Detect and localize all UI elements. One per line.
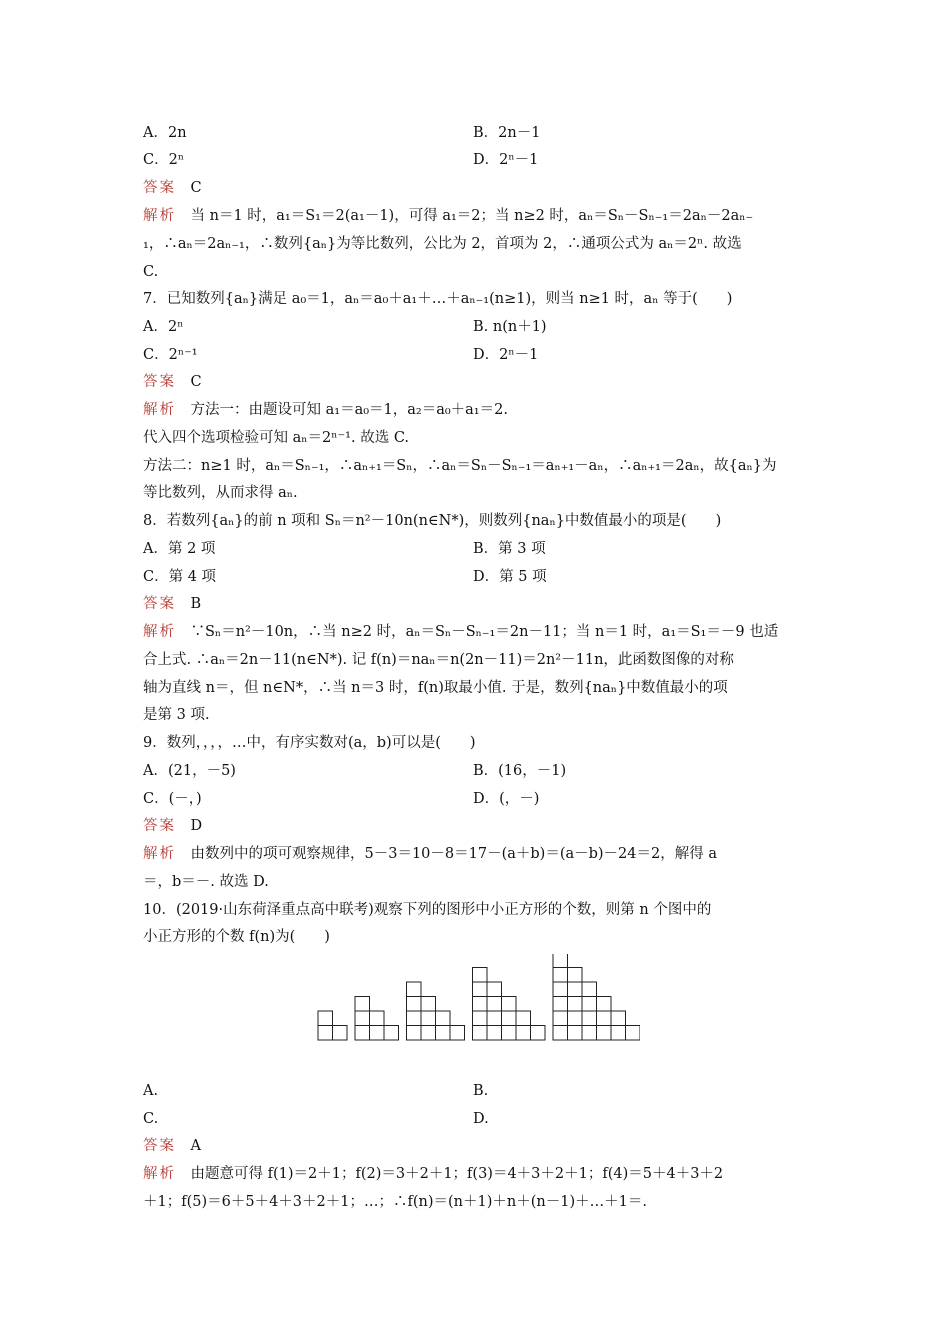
small-square [473,997,488,1012]
q6-analysis-line-3: C. [143,264,159,280]
q7-option-a: A．2ⁿ [143,319,184,335]
small-square [568,997,583,1012]
small-square [473,982,488,997]
q7-analysis-line-3: 方法二：n≥1 时，aₙ＝Sₙ₋₁，∴aₙ₊₁＝Sₙ，∴aₙ＝Sₙ－Sₙ₋₁＝aₙ₊₁－aₙ，∴aₙ₊₁＝2aₙ，故{aₙ}为 [143,458,777,474]
q10-stem-line-1: 10．(2019·山东荷泽重点高中联考)观察下列的图形中小正方形的个数，则第 n 个图中的 [143,902,712,918]
small-square [436,1011,451,1026]
q10-option-c: C. [143,1111,159,1127]
q7-analysis-line-4: 等比数列，从而求得 aₙ. [143,485,298,501]
q9-stem: 9．数列，，，，…中，有序实数对(a，b)可以是( ) [143,735,476,751]
small-square [318,1026,333,1041]
small-square [502,997,517,1012]
staircase-figure-1 [318,1011,347,1040]
q7-answer: 答案 C [143,374,202,390]
small-square [407,1026,422,1041]
q6-analysis-line-2: ₁，∴aₙ＝2aₙ₋₁，∴数列{aₙ}为等比数列，公比为 2，首项为 2，∴通项公式为 aₙ＝2ⁿ. 故选 [143,236,742,252]
q9-option-a: A．(21，－5) [143,763,236,779]
small-square [355,997,370,1012]
q8-analysis-line-4: 是第 3 项. [143,707,210,723]
small-square [611,1026,626,1041]
small-square [582,997,597,1012]
q8-option-a: A．第 2 项 [143,541,216,557]
small-square [568,968,583,983]
small-square [568,1011,583,1026]
q8-analysis-line-3: 轴为直线 n＝，但 n∈N*，∴当 n＝3 时，f(n)取最小值. 于是，数列{naₙ}中数值最小的项 [143,680,728,696]
q10-option-a: A. [143,1083,159,1099]
q6-option-a: A．2n [143,125,187,141]
small-square [553,968,568,983]
small-square [407,997,422,1012]
small-square [553,997,568,1012]
q10-option-d: D. [473,1111,489,1127]
q9-answer: 答案 D [143,818,203,834]
small-square [473,1026,488,1041]
q8-option-c: C．第 4 项 [143,569,217,585]
small-square [611,1011,626,1026]
q8-option-b: B．第 3 项 [473,541,546,557]
q10-answer: 答案 A [143,1138,201,1154]
small-square [333,1026,348,1041]
q7-option-d: D．2ⁿ－1 [473,347,539,363]
staircase-figure-3 [407,982,465,1040]
q6-option-c: C．2ⁿ [143,152,185,168]
q6-analysis-line-1: 解析 当 n＝1 时，a₁＝S₁＝2(a₁－1)，可得 a₁＝2；当 n≥2 时，aₙ＝Sₙ－Sₙ₋₁＝2aₙ－2aₙ₋ [143,208,754,224]
small-square [355,1011,370,1026]
small-square [487,1026,502,1041]
small-square [421,1026,436,1041]
q8-analysis-line-1: 解析 ∵Sₙ＝n²－10n，∴当 n≥2 时，aₙ＝Sₙ－Sₙ₋₁＝2n－11；当 n＝1 时，a₁＝S₁＝－9 也适 [143,624,779,640]
small-square [421,997,436,1012]
small-square [370,1011,385,1026]
small-square [516,1026,531,1041]
small-square [502,1011,517,1026]
q10-analysis-line-1: 解析 由题意可得 f(1)＝2＋1；f(2)＝3＋2＋1；f(3)＝4＋3＋2＋1；f(4)＝5＋4＋3＋2 [143,1166,724,1182]
small-square [553,1011,568,1026]
staircase-figure-4 [473,968,546,1041]
small-square [597,1026,612,1041]
small-square [384,1026,399,1041]
q6-answer: 答案 C [143,180,202,196]
q7-option-c: C．2ⁿ⁻¹ [143,347,198,363]
q8-stem: 8．若数列{aₙ}的前 n 项和 Sₙ＝n²－10n(n∈N*)，则数列{naₙ}中数值最小的项是( ) [143,513,722,529]
small-square [370,1026,385,1041]
q8-option-d: D．第 5 项 [473,569,547,585]
q7-stem: 7．已知数列{aₙ}满足 a₀＝1，aₙ＝a₀＋a₁＋…＋aₙ₋₁(n≥1)，则当 n≥1 时，aₙ 等于( ) [143,291,733,307]
small-square [450,1026,465,1041]
small-square [436,1026,451,1041]
small-square [473,1011,488,1026]
small-square [553,954,568,968]
staircase-figure-5 [553,954,640,1040]
small-square [568,1026,583,1041]
small-square [502,1026,517,1041]
q7-option-b: B. n(n＋1) [473,319,547,335]
small-square [626,1026,641,1041]
q6-option-d: D．2ⁿ－1 [473,152,539,168]
q9-option-d: D．(，－) [473,791,540,807]
q7-analysis-line-2: 代入四个选项检验可知 aₙ＝2ⁿ⁻¹. 故选 C. [143,430,410,446]
q10-stem-line-2: 小正方形的个数 f(n)为( ) [143,929,330,945]
q8-analysis-line-2: 合上式. ∴aₙ＝2n－11(n∈N*). 记 f(n)＝naₙ＝n(2n－11)＝2n²－11n，此函数图像的对称 [143,652,734,668]
small-square [516,1011,531,1026]
small-square [407,1011,422,1026]
q9-analysis-line-1: 解析 由数列中的项可观察规律，5－3＝10－8＝17－(a＋b)＝(a－b)－24＝2，解得 a [143,846,717,862]
small-square [597,997,612,1012]
q8-answer: 答案 B [143,596,202,612]
staircase-figure-2 [355,997,399,1041]
small-square [473,968,488,983]
q10-analysis-line-2: ＋1；f(5)＝6＋5＋4＋3＋2＋1；…；∴f(n)＝(n＋1)＋n＋(n－1)＋…＋1＝. [143,1194,647,1210]
q9-option-c: C．(－，) [143,791,202,807]
small-square [487,997,502,1012]
q9-option-b: B．(16，－1) [473,763,567,779]
small-square [568,982,583,997]
small-square [421,1011,436,1026]
small-square [582,1011,597,1026]
small-square [597,1011,612,1026]
q10-option-b: B. [473,1083,489,1099]
small-square [487,982,502,997]
small-square [407,982,422,997]
small-square [355,1026,370,1041]
q9-analysis-line-2: ＝，b＝－. 故选 D. [143,874,269,890]
staircase-squares-figure [310,954,640,1046]
small-square [531,1026,546,1041]
small-square [582,1026,597,1041]
small-square [582,982,597,997]
q7-analysis-line-1: 解析 方法一：由题设可知 a₁＝a₀＝1，a₂＝a₀＋a₁＝2. [143,402,508,418]
q6-option-b: B．2n－1 [473,125,541,141]
small-square [553,1026,568,1041]
small-square [318,1011,333,1026]
small-square [553,982,568,997]
small-square [487,1011,502,1026]
